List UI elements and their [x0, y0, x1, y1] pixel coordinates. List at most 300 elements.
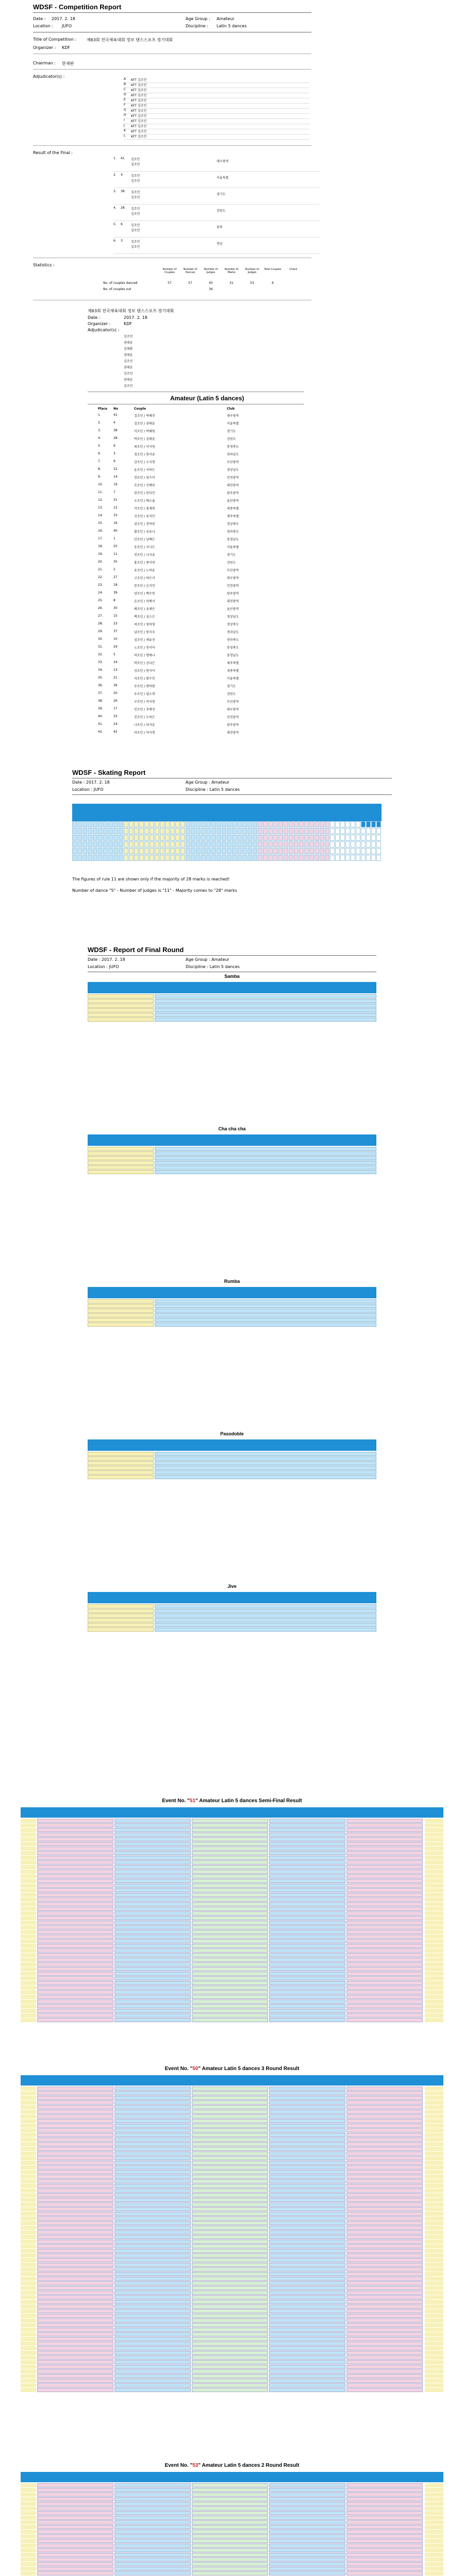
results-cell: 26	[113, 699, 118, 703]
round-row-id	[21, 1925, 36, 1929]
round-row-id	[21, 2161, 36, 2165]
round-row-band	[37, 1851, 113, 1855]
judge-name: 김조민	[124, 384, 133, 388]
adjudicator-name: KFT 김조민	[131, 89, 147, 92]
round-row-band	[37, 2212, 113, 2216]
results-cell: 주조민 / 변하람	[134, 685, 155, 688]
round-row-band	[192, 2374, 268, 2378]
round-row-band	[37, 2342, 113, 2346]
round-row-total	[425, 1944, 443, 1948]
round-row-band	[269, 1888, 345, 1892]
results-cell: 8.	[98, 467, 101, 471]
round-row-id	[21, 2314, 36, 2318]
round-row-band	[114, 1870, 191, 1874]
round-row-band	[346, 2355, 423, 2360]
round-row-id	[21, 1911, 36, 1916]
round-row-total	[425, 2267, 443, 2272]
final-club: 대구광역	[217, 160, 229, 163]
round-row-band	[346, 1935, 423, 1939]
round-row-band	[114, 2156, 191, 2160]
results-cell: 조조민 / 신예린	[134, 484, 155, 487]
round-row-band	[114, 1962, 191, 1967]
round-row-band	[269, 2291, 345, 2295]
round-row-total	[425, 2369, 443, 2374]
round-row-band	[346, 1972, 423, 1976]
final-round-date: Date : 2017. 2. 18	[88, 957, 125, 962]
final-name-2: 김조민	[131, 212, 140, 216]
round-row-band	[346, 2009, 423, 2013]
round-row-band	[114, 2119, 191, 2123]
round-row-band	[269, 2520, 345, 2524]
round-row-band	[192, 2249, 268, 2253]
round-row-band	[192, 1939, 268, 1943]
round-row-band	[346, 2309, 423, 2313]
round-row-band	[37, 2332, 113, 2336]
round-row-band	[114, 1907, 191, 1911]
round-row-band	[269, 2493, 345, 2497]
round-row-band	[192, 1925, 268, 1929]
results-cell: 19.	[98, 552, 103, 556]
round-row-band	[192, 2119, 268, 2123]
round-row-band	[269, 1879, 345, 1883]
results-cell: 전라남도	[227, 631, 239, 634]
round-row-band	[192, 2506, 268, 2511]
round-row-total	[425, 2534, 443, 2538]
round-row-band	[346, 1921, 423, 1925]
results-cell: 3.	[98, 429, 101, 432]
adjudicator-letter: K	[124, 129, 126, 132]
round-row-total	[425, 2548, 443, 2552]
round-row-band	[37, 1879, 113, 1883]
round-row-band	[37, 1953, 113, 1957]
dance-name: Jive	[227, 1584, 237, 1589]
round-row-band	[114, 2328, 191, 2332]
round-row-band	[114, 2342, 191, 2346]
adjudicator-letter: E	[124, 98, 126, 101]
round-row-band	[192, 1823, 268, 1827]
round-row-band	[346, 1851, 423, 1855]
adjudicator-letter: G	[124, 108, 126, 112]
round-row-band	[114, 2147, 191, 2151]
round-row-band	[37, 2383, 113, 2387]
round-row-id	[21, 1953, 36, 1957]
results-cell: 손조민 / 허예서	[134, 600, 155, 603]
round-row-band	[114, 1819, 191, 1823]
round-row-band	[192, 1967, 268, 1971]
round-row-band	[114, 2193, 191, 2197]
round-row-band	[269, 2544, 345, 2548]
round-row-band	[269, 2138, 345, 2142]
round-row-band	[192, 1911, 268, 1916]
organizer-value: KDF	[62, 45, 71, 50]
results-cell: 이조민 / 박혜원	[134, 430, 155, 433]
round-row-total	[425, 1888, 443, 1892]
round-row-band	[114, 1976, 191, 1980]
round-row-band	[37, 2360, 113, 2364]
results-cell: 서울특별	[227, 546, 239, 549]
round-row-band	[192, 2202, 268, 2207]
round-row-band	[346, 2105, 423, 2109]
round-title-prefix: Event No. "	[164, 2463, 193, 2468]
round-row-total	[425, 1828, 443, 1832]
round-row-band	[192, 2314, 268, 2318]
round-row-id	[21, 2534, 36, 2538]
round-row-band	[192, 2483, 268, 2487]
round-row-band	[346, 2230, 423, 2234]
round-row-band	[114, 2295, 191, 2299]
round-row-band	[37, 1995, 113, 1999]
round-row-band	[346, 1893, 423, 1897]
results-cell: 7	[113, 490, 115, 494]
round-row-band	[269, 2114, 345, 2119]
round-row-band	[114, 2525, 191, 2529]
round-row-band	[269, 1884, 345, 1888]
round-row-band	[346, 2328, 423, 2332]
location-label: Location :	[33, 24, 54, 28]
round-row-band	[37, 2553, 113, 2557]
round-row-band	[346, 1856, 423, 1860]
round-row-band	[346, 2018, 423, 2022]
stats-row-label: No. of couples out	[103, 287, 131, 291]
results-cell: 10	[113, 637, 118, 641]
round-row-band	[269, 2175, 345, 2179]
results-cell: 곽조민 / 공다은	[134, 662, 155, 665]
round-row-band	[192, 1865, 268, 1869]
final-club: 경기도	[217, 193, 226, 196]
results-cell: 40	[113, 529, 118, 533]
round-row-id	[21, 2304, 36, 2309]
round-row-band	[192, 1948, 268, 1953]
round-row-id	[21, 2202, 36, 2207]
round-row-id	[21, 2170, 36, 2174]
round-row-band	[114, 2198, 191, 2202]
round-row-band	[346, 2142, 423, 2146]
round-row-band	[37, 2198, 113, 2202]
adjudicators-label: Adjudicator(s) :	[33, 74, 65, 79]
round-row-band	[192, 2091, 268, 2095]
results-cell: 1	[113, 537, 115, 540]
round-row-total	[425, 2004, 443, 2008]
judge-name: 김태환	[124, 347, 133, 351]
round-row-band	[346, 2365, 423, 2369]
round-row-band	[192, 2488, 268, 2492]
round-row-band	[346, 1953, 423, 1957]
round-row-band	[37, 2571, 113, 2575]
round-row-band	[37, 2525, 113, 2529]
round-row-total	[425, 2332, 443, 2336]
round-row-band	[192, 2534, 268, 2538]
round-title-prefix: Event No. "	[164, 2066, 193, 2072]
round-row-band	[192, 2226, 268, 2230]
round-row-band	[346, 2502, 423, 2506]
date-label: Date :	[33, 16, 46, 21]
round-row-total	[425, 1999, 443, 2004]
round-row-id	[21, 2277, 36, 2281]
results-cell: 라조민 / 마지현	[134, 731, 155, 735]
results-cell: 경기도	[227, 685, 236, 688]
round-row-band	[192, 2530, 268, 2534]
round-row-total	[425, 1976, 443, 1980]
round-row-band	[346, 2318, 423, 2323]
round-row-id	[21, 2525, 36, 2529]
round-row-band	[37, 2189, 113, 2193]
round-row-total	[425, 1837, 443, 1841]
round-row-band	[114, 2105, 191, 2109]
round-row-total	[425, 1925, 443, 1929]
round-title-prefix: Event No. "	[162, 1798, 190, 1804]
results-cell: 한조민 / 문다인	[134, 492, 155, 495]
round-row-band	[114, 2253, 191, 2258]
round-row-id	[21, 2198, 36, 2202]
round-row-band	[114, 1995, 191, 1999]
round-row-band	[114, 2240, 191, 2244]
round-title	[0, 2066, 464, 2072]
round-row-band	[192, 2198, 268, 2202]
round-row-total	[425, 2013, 443, 2018]
round-row-band	[114, 2161, 191, 2165]
round-row-band	[192, 1828, 268, 1832]
round-row-id	[21, 2253, 36, 2258]
round-row-band	[346, 1865, 423, 1869]
results-cell: 전라남도	[227, 453, 239, 456]
round-row-id	[21, 2124, 36, 2128]
final-name-2: 김조민	[131, 163, 140, 166]
round-grid-header	[21, 1807, 443, 1818]
round-row-band	[114, 2314, 191, 2318]
round-row-band	[269, 1865, 345, 1869]
round-row-total	[425, 1911, 443, 1916]
round-row-total	[425, 2323, 443, 2327]
round-row-band	[346, 2520, 423, 2524]
round-row-band	[114, 2263, 191, 2267]
results-cell: 양조민 / 백수빈	[134, 592, 155, 596]
round-row-band	[269, 1897, 345, 1902]
round-row-total	[425, 2286, 443, 2290]
results-cell: 인천광역	[227, 476, 239, 480]
results-cell: 광주광역	[227, 492, 239, 495]
round-row-band	[37, 1976, 113, 1980]
stats-col-header: Number of Dances	[183, 268, 197, 274]
round-row-band	[114, 2355, 191, 2360]
round-row-band	[114, 1897, 191, 1902]
skating-note-1: The figures of rule 11 are shown only if the majority of 28 marks is reached!	[72, 877, 230, 882]
results-col-header: No	[113, 407, 119, 411]
results-cell: 21.	[98, 568, 103, 571]
round-row-band	[269, 2365, 345, 2369]
round-row-total	[425, 2110, 443, 2114]
round-row-band	[346, 2156, 423, 2160]
round-row-band	[114, 2502, 191, 2506]
round-row-band	[269, 2087, 345, 2091]
results-cell: 경기도	[227, 553, 236, 557]
round-row-band	[37, 2300, 113, 2304]
round-row-total	[425, 2346, 443, 2350]
round-row-band	[192, 1870, 268, 1874]
chairman-value: 한재완	[62, 61, 74, 66]
round-row-band	[346, 2281, 423, 2285]
round-row-band	[192, 1986, 268, 1990]
adjudicator-name: KFT 김조민	[131, 109, 147, 113]
round-row-band	[192, 2557, 268, 2562]
round-row-band	[346, 2161, 423, 2165]
round-row-band	[37, 2272, 113, 2276]
final-place: 1.	[113, 157, 117, 160]
round-row-band	[192, 2170, 268, 2174]
round-row-band	[114, 1842, 191, 1846]
results-cell: 20	[113, 691, 118, 695]
round-row-total	[425, 2383, 443, 2387]
round-row-band	[114, 2009, 191, 2013]
round-row-band	[192, 1893, 268, 1897]
round-row-band	[114, 2175, 191, 2179]
round-row-band	[37, 1939, 113, 1943]
round-row-band	[37, 2170, 113, 2174]
round-row-band	[346, 2567, 423, 2571]
round-row-band	[114, 1860, 191, 1865]
results-cell: 전조민 / 나지유	[134, 553, 155, 557]
round-row-band	[269, 1833, 345, 1837]
round-row-band	[269, 2534, 345, 2538]
round-row-band	[114, 2553, 191, 2557]
results-cell: 권조민 / 전하린	[134, 522, 155, 526]
round-row-band	[192, 1837, 268, 1841]
round-row-total	[425, 2488, 443, 2492]
round-row-band	[192, 2193, 268, 2197]
round-row-total	[425, 2124, 443, 2128]
final-round-discipline: Discipline : Latin 5 dances	[186, 964, 240, 969]
round-row-total	[425, 2151, 443, 2156]
round-row-band	[346, 2314, 423, 2318]
round-row-total	[425, 2249, 443, 2253]
stats-value: 57	[188, 281, 192, 285]
round-row-band	[269, 2004, 345, 2008]
round-row-total	[425, 2184, 443, 2188]
round-row-id	[21, 2342, 36, 2346]
round-row-total	[425, 1921, 443, 1925]
round-row-band	[114, 2332, 191, 2336]
results-cell: 29	[113, 645, 118, 649]
round-row-id	[21, 2548, 36, 2552]
round-row-id	[21, 1986, 36, 1990]
round-row-total	[425, 2263, 443, 2267]
round-row-band	[269, 1870, 345, 1874]
round-row-band	[114, 2318, 191, 2323]
round-row-band	[192, 2295, 268, 2299]
round-row-band	[114, 2360, 191, 2364]
results-cell: 민조민 / 추예진	[134, 708, 155, 711]
round-row-band	[114, 2128, 191, 2132]
round-row-band	[269, 1981, 345, 1985]
adjudicator-name: KFT 김조민	[131, 104, 147, 108]
round-row-band	[192, 1953, 268, 1957]
results-cell: 38.	[98, 699, 103, 703]
round-row-total	[425, 1893, 443, 1897]
round-row-band	[37, 1823, 113, 1827]
final-place: 4.	[113, 206, 117, 210]
round-row-band	[269, 1925, 345, 1929]
round-row-band	[37, 2291, 113, 2295]
round-row-id	[21, 2493, 36, 2497]
round-row-band	[269, 2142, 345, 2146]
round-row-band	[269, 2151, 345, 2156]
round-row-band	[192, 2133, 268, 2137]
round-row-band	[192, 2189, 268, 2193]
round-row-total	[425, 2304, 443, 2309]
round-row-band	[114, 2291, 191, 2295]
round-row-band	[269, 1967, 345, 1971]
round-row-band	[114, 2304, 191, 2309]
round-row-band	[114, 1921, 191, 1925]
round-row-band	[269, 1986, 345, 1990]
round-row-total	[425, 2133, 443, 2137]
round-row-id	[21, 1907, 36, 1911]
results-cell: 남조민 / 원지우	[134, 631, 155, 634]
round-row-band	[37, 2087, 113, 2091]
results-cell: 39	[113, 591, 118, 595]
results-cell: 세종특별	[227, 669, 239, 673]
round-row-band	[114, 2337, 191, 2341]
round-row-band	[269, 1935, 345, 1939]
round-row-band	[114, 2309, 191, 2313]
results-cell: 8	[113, 599, 115, 602]
round-row-band	[346, 2300, 423, 2304]
results-cell: 20.	[98, 560, 103, 564]
results-cell: 17.	[98, 537, 103, 540]
round-row-band	[37, 2506, 113, 2511]
round-grid-header	[21, 2472, 443, 2482]
round-row-band	[269, 2539, 345, 2543]
round-row-total	[425, 1907, 443, 1911]
round-row-band	[192, 1916, 268, 1920]
judge-name: 김조민	[124, 360, 133, 363]
judge-name: 김조민	[124, 372, 133, 376]
round-row-band	[346, 2351, 423, 2355]
round-row-band	[192, 1846, 268, 1851]
round-row-id	[21, 2379, 36, 2383]
round-row-band	[114, 1986, 191, 1990]
round-row-id	[21, 2488, 36, 2492]
round-row-band	[114, 1958, 191, 1962]
round-row-band	[37, 2258, 113, 2262]
round-row-band	[269, 2567, 345, 2571]
round-row-band	[192, 2018, 268, 2022]
results-cell: 32	[113, 715, 118, 718]
round-row-band	[269, 1944, 345, 1948]
round-row-band	[192, 2323, 268, 2327]
round-row-band	[269, 1948, 345, 1953]
round-row-id	[21, 1916, 36, 1920]
results-cell: 고조민 / 하은서	[134, 577, 155, 580]
round-row-band	[346, 2534, 423, 2538]
round-row-band	[37, 2539, 113, 2543]
round-row-id	[21, 2539, 36, 2543]
round-row-total	[425, 2328, 443, 2332]
round-row-band	[114, 2506, 191, 2511]
round-row-id	[21, 2557, 36, 2562]
round-row-band	[346, 1962, 423, 1967]
results-cell: 29.	[98, 630, 103, 633]
round-row-id	[21, 1846, 36, 1851]
results-cell: 최조민 / 이지원	[134, 445, 155, 449]
round-row-band	[37, 2175, 113, 2179]
round-row-band	[269, 2202, 345, 2207]
round-row-total	[425, 1874, 443, 1878]
round-row-band	[192, 2300, 268, 2304]
stats-col-header: Number of Judges	[245, 268, 259, 274]
stats-value: 53	[250, 281, 254, 285]
round-row-band	[114, 2249, 191, 2253]
round-row-band	[37, 1888, 113, 1892]
